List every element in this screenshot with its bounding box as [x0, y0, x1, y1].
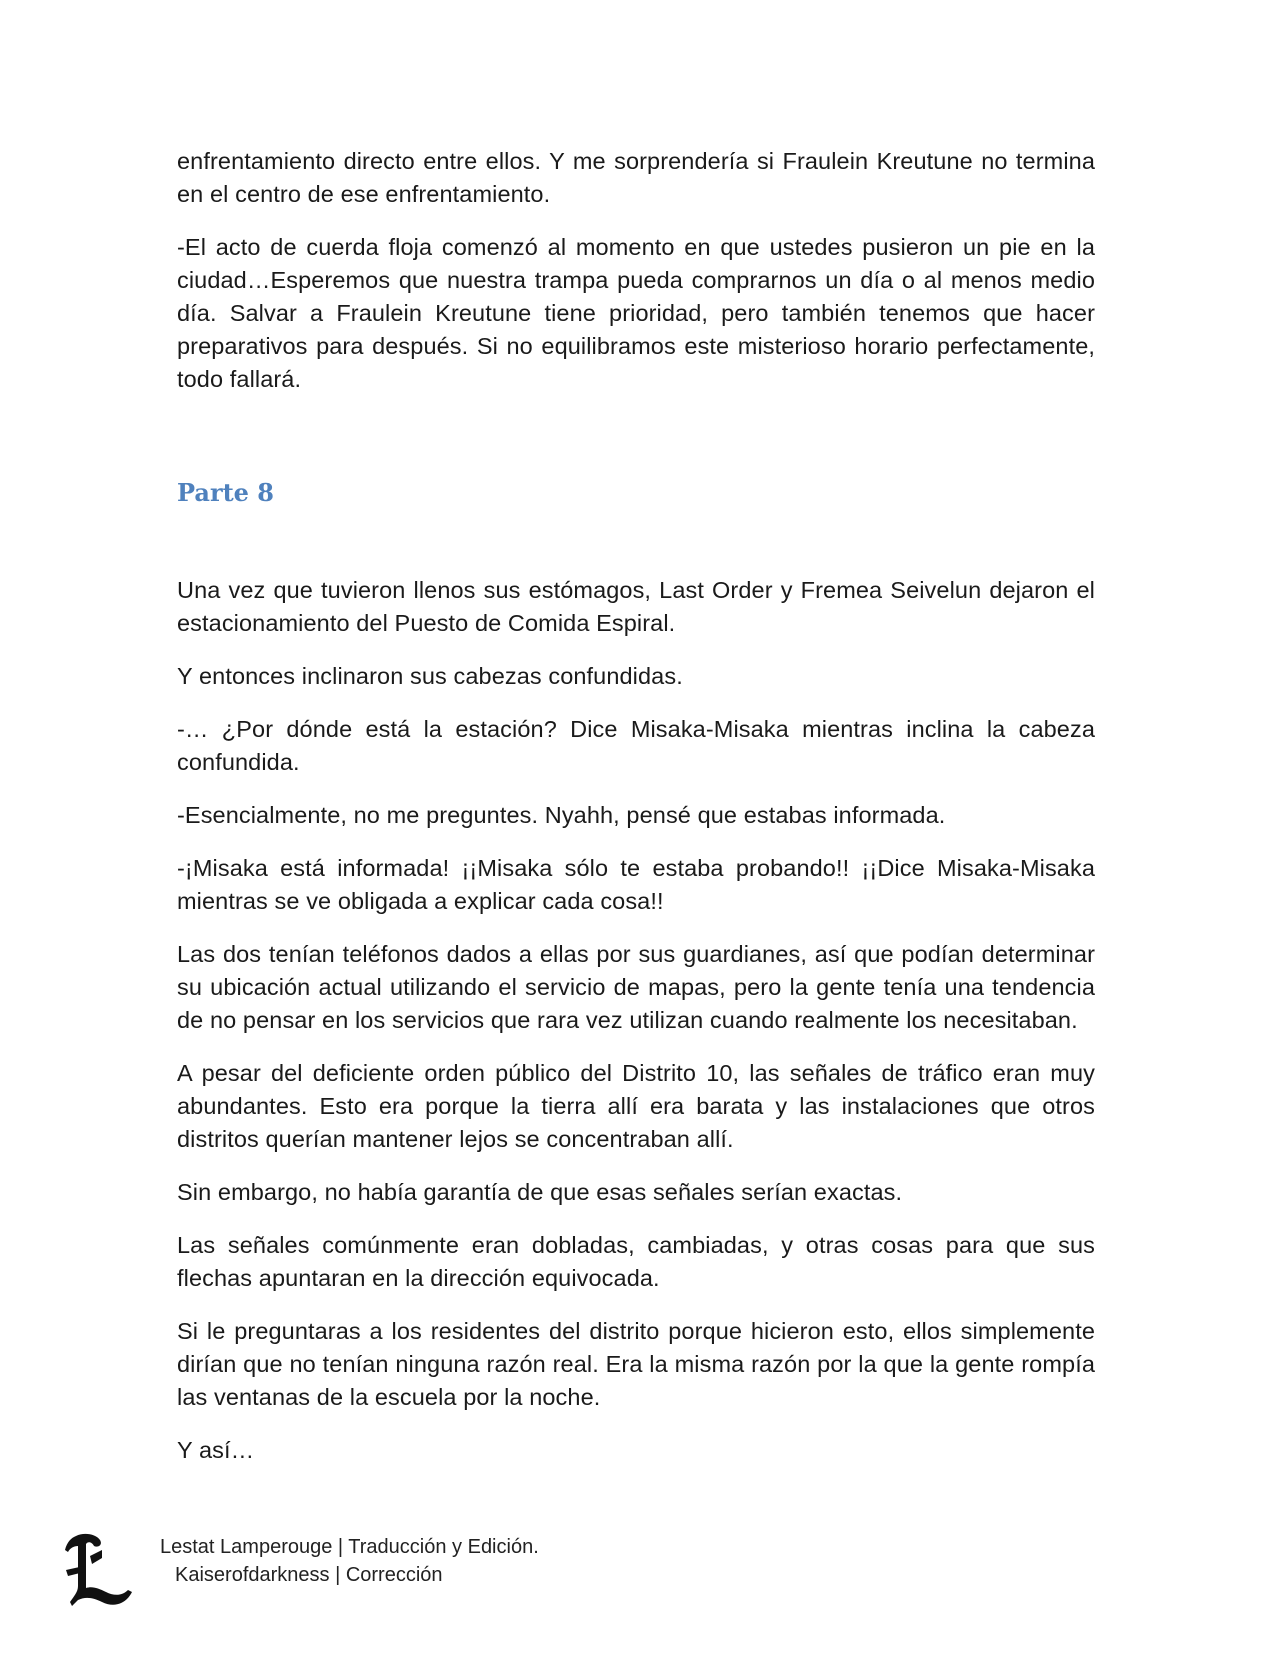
document-body: [177, 145, 1095, 1487]
paragraph: A pesar del deficiente orden público del Distrito 10, las señales de tráfico eran muy abundantes. Esto era porque la tierra allí era barata y las instalaciones que otros distritos querían mantener lejos se concentraban allí.: [177, 1060, 1095, 1152]
paragraph: -El acto de cuerda floja comenzó al momento en que ustedes pusieron un pie en la ciudad…Esperemos que nuestra trampa pueda comprarnos un día o al menos medio día. Salvar a Fraulein Kreutune tiene prioridad, pero también tenemos que hacer preparativos para después. Si no equilibramos este misterioso horario perfectamente, todo fallará.: [177, 234, 1095, 392]
footer-credit-correction: Kaiserofdarkness | Corrección: [175, 1564, 443, 1586]
paragraph: Sin embargo, no había garantía de que esas señales serían exactas.: [177, 1179, 903, 1205]
section-heading: Parte 8: [177, 478, 275, 507]
paragraph: Y entonces inclinaron sus cabezas confundidas.: [177, 663, 683, 689]
paragraph: -… ¿Por dónde está la estación? Dice Misaka-Misaka mientras inclina la cabeza confundida.: [177, 716, 1095, 775]
paragraph: Una vez que tuvieron llenos sus estómagos, Last Order y Fremea Seivelun dejaron el estacionamiento del Puesto de Comida Espiral.: [177, 577, 1095, 636]
paragraph: enfrentamiento directo entre ellos. Y me sorprendería si Fraulein Kreutune no termina en el centro de ese enfrentamiento.: [177, 148, 1095, 207]
gothic-l-logo-icon: [62, 1530, 134, 1610]
paragraph: -¡Misaka está informada! ¡¡Misaka sólo te estaba probando!! ¡¡Dice Misaka-Misaka mientras se ve obligada a explicar cada cosa!!: [177, 855, 1095, 914]
paragraph: -Esencialmente, no me preguntes. Nyahh, pensé que estabas informada.: [177, 802, 946, 828]
paragraph: Si le preguntaras a los residentes del distrito porque hicieron esto, ellos simplemente dirían que no tenían ninguna razón real. Era la misma razón por la que la gente rompía las ventanas de la escuela por la noche.: [177, 1318, 1095, 1410]
footer-credit-translation: Lestat Lamperouge | Traducción y Edición.: [160, 1536, 539, 1558]
page-footer: [62, 1530, 762, 1610]
paragraph: Y así…: [177, 1437, 255, 1463]
paragraph: Las dos tenían teléfonos dados a ellas por sus guardianes, así que podían determinar su ubicación actual utilizando el servicio de mapas, pero la gente tenía una tendencia de no pensar en los servicios que rara vez utilizan cuando realmente los necesitaban.: [177, 941, 1095, 1033]
paragraph: Las señales comúnmente eran dobladas, cambiadas, y otras cosas para que sus flechas apuntaran en la dirección equivocada.: [177, 1232, 1095, 1291]
